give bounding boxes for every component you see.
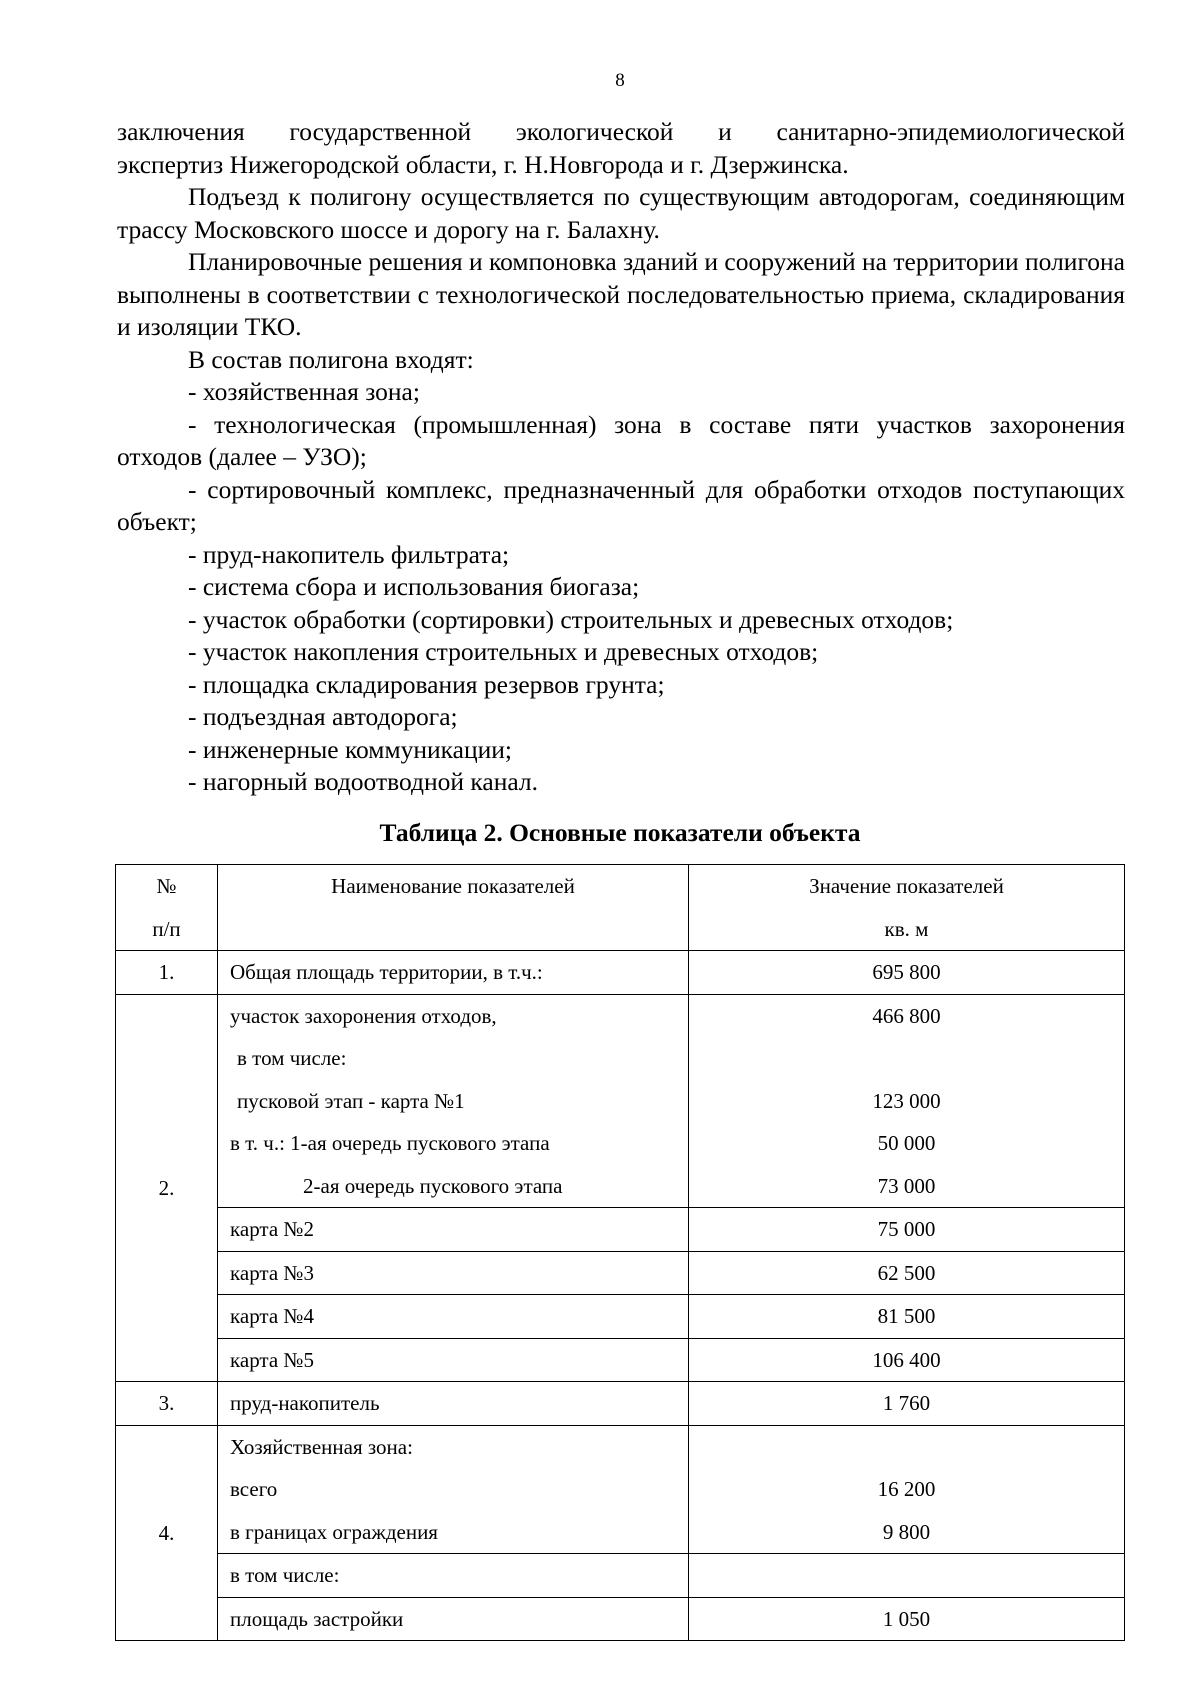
header-value-cell [689,865,1125,951]
paragraph-3: Планировочные решения и компоновка зданий и сооружений на территории полигона выполнены в соответствии с технологической последовательностью приема, складирования и изоляции ТКО. [117,247,1125,341]
row-value-empty [689,1037,1124,1080]
header-number-label: № [156,874,177,898]
row-value: 81 500 [877,1304,936,1328]
row-value: 466 800 [872,1003,941,1028]
row-name: карта №4 [230,1304,314,1328]
table-row [116,1597,1125,1641]
header-name-label: Наименование показателей [331,874,575,898]
list-item: - подъездная автодорога; [188,702,458,731]
row-value: 62 500 [877,1260,936,1285]
row-name: в том числе: [230,1563,340,1587]
row-name: в т. ч.: 1-ая очередь пускового этапа [230,1131,550,1155]
list-item: - площадка складирования резервов грунта; [188,669,665,699]
table-row [116,994,1125,1208]
row-value: 695 800 [872,960,941,984]
row-name: 2-ая очередь пускового этапа [303,1173,563,1198]
header-value-label: Значение показателей [809,874,1004,898]
table-row [116,1251,1125,1295]
row-number: 3. [158,1391,175,1415]
page-number: 8 [615,70,625,91]
row-value: 9 800 [882,1519,931,1544]
row-name: площадь застройки [230,1606,404,1631]
list-item: - хозяйственная зона; [188,377,420,406]
row-name: Хозяйственная зона: [230,1434,413,1459]
row-name: пруд-накопитель [230,1391,380,1415]
paragraph-4: В состав полигона входят: [188,344,474,374]
list-item: - нагорный водоотводной канал. [188,767,539,796]
row-number: 1. [158,960,175,984]
row-name: Общая площадь территории, в т.ч.: [230,960,543,984]
header-unit-label: кв. м [884,916,929,941]
list-item: - участок накопления строительных и древесных отходов; [188,637,819,666]
row-number: 4. [158,1520,175,1545]
table-row [116,1382,1125,1426]
table-row [116,1208,1125,1252]
row-value: 1 760 [882,1391,931,1415]
row-value-empty [689,1426,1124,1469]
table-row [116,1295,1125,1339]
row-name: всего [230,1477,278,1501]
row-value: 75 000 [877,1217,936,1241]
table-row [116,951,1125,995]
table-caption: Таблица 2. Основные показатели объекта [379,818,861,847]
list-item: - участок обработки (сортировки) строительных и древесных отходов; [188,604,954,634]
header-name-cell [218,865,689,951]
header-number-cell [116,865,218,951]
header-number-sublabel: п/п [152,916,181,941]
list-item: - технологическая (промышленная) зона в составе пяти участков захоронения отходов (далее – УЗО); [117,409,1125,471]
table-row [116,1338,1125,1382]
table-header-row [116,865,1125,951]
row-value: 106 400 [872,1347,941,1372]
list-item: - инженерные коммуникации; [188,734,512,764]
paragraph-2: Подъезд к полигону осуществляется по существующим автодорогам, соединяющим трассу Московского шоссе и дорогу на г. Балахну. [117,182,1125,244]
row-value-empty [689,1554,1124,1597]
row-name: участок захоронения отходов, [230,1003,497,1028]
row-name: в том числе: [237,1046,347,1070]
row-value: 1 050 [882,1606,931,1631]
row-name: в границах ограждения [230,1519,438,1544]
row-value: 123 000 [872,1088,941,1113]
row-value: 50 000 [877,1131,936,1155]
row-name: карта №3 [230,1260,314,1285]
row-value: 73 000 [877,1173,936,1198]
body-text [117,116,1125,799]
list-item: - система сбора и использования биогаза; [188,572,640,601]
row-value: 16 200 [877,1477,936,1501]
indicators-table [115,864,1125,1641]
paragraph-1-line-1: заключения государственной экологической и санитарно-эпидемиологической [117,117,1125,146]
table-row [116,1425,1125,1554]
list-item: - сортировочный комплекс, предназначенный для обработки отходов поступающих объект; [117,474,1125,536]
table-row [116,1554,1125,1598]
paragraph-1-line-2: экспертиз Нижегородской области, г. Н.Новгорода и г. Дзержинска. [117,149,849,179]
row-name: пусковой этап - карта №1 [237,1088,465,1113]
row-name: карта №5 [230,1347,314,1372]
list-item: - пруд-накопитель фильтрата; [188,539,510,569]
row-number: 2. [158,1175,175,1200]
row-name: карта №2 [230,1217,314,1241]
